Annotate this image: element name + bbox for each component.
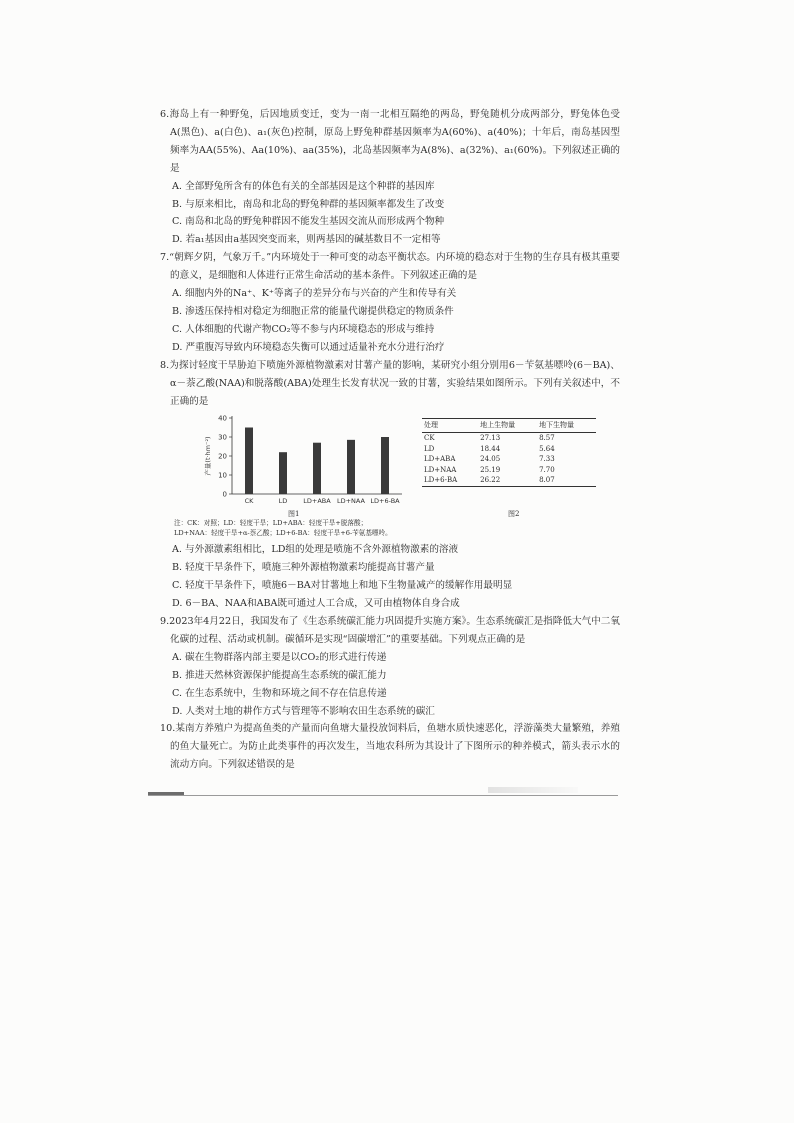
question-8 xyxy=(160,357,620,613)
question-area xyxy=(160,106,620,774)
table-row xyxy=(422,433,596,444)
question-7-option-a: A. 细胞内外的Na⁺、K⁺等离子的差异分布与兴奋的产生和传导有关 xyxy=(172,288,457,300)
table-row xyxy=(422,444,596,455)
table-row xyxy=(422,465,596,476)
y-tick-label: 20 xyxy=(218,452,227,461)
question-6-option-a: A. 全部野兔所含有的体色有关的全部基因是这个种群的基因库 xyxy=(172,180,435,192)
table-row xyxy=(422,475,596,486)
question-9 xyxy=(160,613,620,720)
question-9-option-a: A. 碳在生物群落内部主要是以CO₂的形式进行传递 xyxy=(172,651,387,663)
x-tick-label: CK xyxy=(244,497,254,506)
y-tick-label: 30 xyxy=(218,433,227,442)
table-header-row xyxy=(422,419,596,433)
table-cell: 25.19 xyxy=(480,465,501,474)
bar xyxy=(347,440,355,494)
table-cell: 8.57 xyxy=(539,434,555,442)
question-7-option-b: B. 渗透压保持相对稳定为细胞正常的能量代谢提供稳定的物质条件 xyxy=(172,305,454,317)
question-9-option-b: B. 推进天然林资源保护能提高生态系统的碳汇能力 xyxy=(172,669,387,681)
figure-note-line-2: LD+NAA：轻度干旱+α-萘乙酸；LD+6-BA：轻度干旱+6-苄氨基嘌呤。 xyxy=(174,529,392,538)
x-tick-label: LD xyxy=(278,497,288,506)
question-7-option-d: D. 严重腹泻导致内环境稳态失衡可以通过适量补充水分进行治疗 xyxy=(172,341,445,353)
y-tick-label: 0 xyxy=(222,490,227,499)
question-7 xyxy=(160,249,620,356)
table-header-cell: 地下生物量 xyxy=(537,419,596,433)
table-cell: LD+6-BA xyxy=(422,475,478,486)
bar xyxy=(381,437,389,494)
question-6-stem: 6.海岛上有一种野兔，后因地质变迁，变为一南一北相互隔绝的两岛，野兔随机分成两部分，野兔体色受A(黑色)、a(白色)、a₁(灰色)控制，原岛上野兔种群基因频率为A(60%)、a(40%)；十年后，南岛基因型频率为AA(55%)、Aa(10%)、aa(35%)，北岛基因频率为A(8%)、a(32%)、a₁(60%)。下列叙述正确的是 xyxy=(160,109,620,174)
y-tick-label: 40 xyxy=(218,414,227,423)
question-6-option-b: B. 与原来相比，南岛和北岛的野兔种群的基因频率都发生了改变 xyxy=(172,198,445,210)
table-cell: 8.07 xyxy=(537,475,596,486)
bar xyxy=(279,453,287,495)
question-10-stem: 10.某南方养殖户为提高鱼类的产量而向鱼塘大量投放饲料后，鱼塘水质快速恶化，浮游藻类大量繁殖，养殖的鱼大量死亡。为防止此类事件的再次发生，当地农科所为其设计了下图所示的种养模式，箭头表示水的流动方向。下列叙述错误的是 xyxy=(160,723,620,771)
table-cell: 7.33 xyxy=(539,455,555,464)
question-9-option-c: C. 在生态系统中，生物和环境之间不存在信息传递 xyxy=(172,687,387,699)
table-cell: LD xyxy=(424,444,435,453)
bar xyxy=(313,443,321,494)
table-cell: CK xyxy=(424,434,435,442)
figure-1-caption: 图1 xyxy=(288,510,300,519)
question-9-option-d: D. 人类对土地的耕作方式与管理等不影响农田生态系统的碳汇 xyxy=(172,705,435,717)
bar xyxy=(245,428,253,495)
question-10 xyxy=(160,720,620,774)
question-8-figures xyxy=(160,412,620,519)
faint-smudge xyxy=(488,787,578,793)
table-cell: 24.05 xyxy=(480,455,501,464)
question-6 xyxy=(160,106,620,249)
figure-2-caption: 图2 xyxy=(508,510,520,519)
question-8-stem: 8.为探讨轻度干旱胁迫下喷施外源植物激素对甘薯产量的影响，某研究小组分别用6－苄氨基嘌呤(6－BA)、α－萘乙酸(NAA)和脱落酸(ABA)处理生长发育状况一致的甘薯，实验结果如图所示。下列有关叙述中，不正确的是 xyxy=(160,359,620,407)
question-6-option-c: C. 南岛和北岛的野兔种群因不能发生基因交流从而形成两个物种 xyxy=(172,216,445,228)
figure-note xyxy=(160,518,620,538)
table-header-cell: 处理 xyxy=(422,419,478,433)
table-cell: 27.13 xyxy=(480,434,501,442)
table-cell: LD+NAA xyxy=(424,465,457,474)
x-tick-label: LD+NAA xyxy=(336,497,366,506)
table-header-cell: 地上生物量 xyxy=(478,419,537,433)
y-tick-label: 10 xyxy=(218,471,227,480)
table-cell: 7.70 xyxy=(539,465,555,474)
question-7-option-c: C. 人体细胞的代谢产物CO₂等不参与内环境稳态的形成与维持 xyxy=(172,323,435,335)
question-9-stem: 9.2023年4月22日，我国发布了《生态系统碳汇能力巩固提升实施方案》。生态系统碳汇是指降低大气中二氧化碳的过程、活动或机制。碳循环是实现“固碳增汇”的重要基础。下列观点正确的是 xyxy=(160,616,620,645)
figure-note-line-1: 注：CK：对照；LD：轻度干旱；LD+ABA：轻度干旱+脱落酸； xyxy=(174,519,368,528)
question-7-stem: 7.“朝辉夕阴，气象万千。”内环境处于一种可变的动态平衡状态。内环境的稳态对于生物的生存具有极其重要的意义，是细胞和人体进行正常生命活动的基本条件。下列叙述正确的是 xyxy=(160,252,620,282)
question-8-option-b: B. 轻度干旱条件下，喷施三种外源植物激素均能提高甘薯产量 xyxy=(172,562,435,574)
table-cell: 5.64 xyxy=(539,444,555,453)
table-cell: LD+ABA xyxy=(424,455,456,464)
question-6-option-d: D. 若a₁基因由a基因突变而来，则两基因的碱基数目不一定相等 xyxy=(172,234,441,246)
y-axis-label: 产量(t·hm⁻²) xyxy=(204,436,212,476)
table-cell: 26.22 xyxy=(478,475,537,486)
question-8-option-a: A. 与外源激素组相比，LD组的处理是喷施不含外源植物激素的溶液 xyxy=(172,544,459,556)
yield-bar-chart xyxy=(200,412,410,514)
x-tick-label: LD+ABA xyxy=(303,497,331,506)
table-row xyxy=(422,454,596,465)
page-divider xyxy=(148,795,618,796)
biomass-table xyxy=(422,418,596,487)
table-cell: 18.44 xyxy=(480,444,501,453)
question-8-option-d: D. 6－BA、NAA和ABA既可通过人工合成，又可由植物体自身合成 xyxy=(172,598,460,610)
question-8-option-c: C. 轻度干旱条件下，喷施6－BA对甘薯地上和地下生物量减产的缓解作用最明显 xyxy=(172,580,513,592)
x-tick-label: LD+6-BA xyxy=(370,497,400,506)
